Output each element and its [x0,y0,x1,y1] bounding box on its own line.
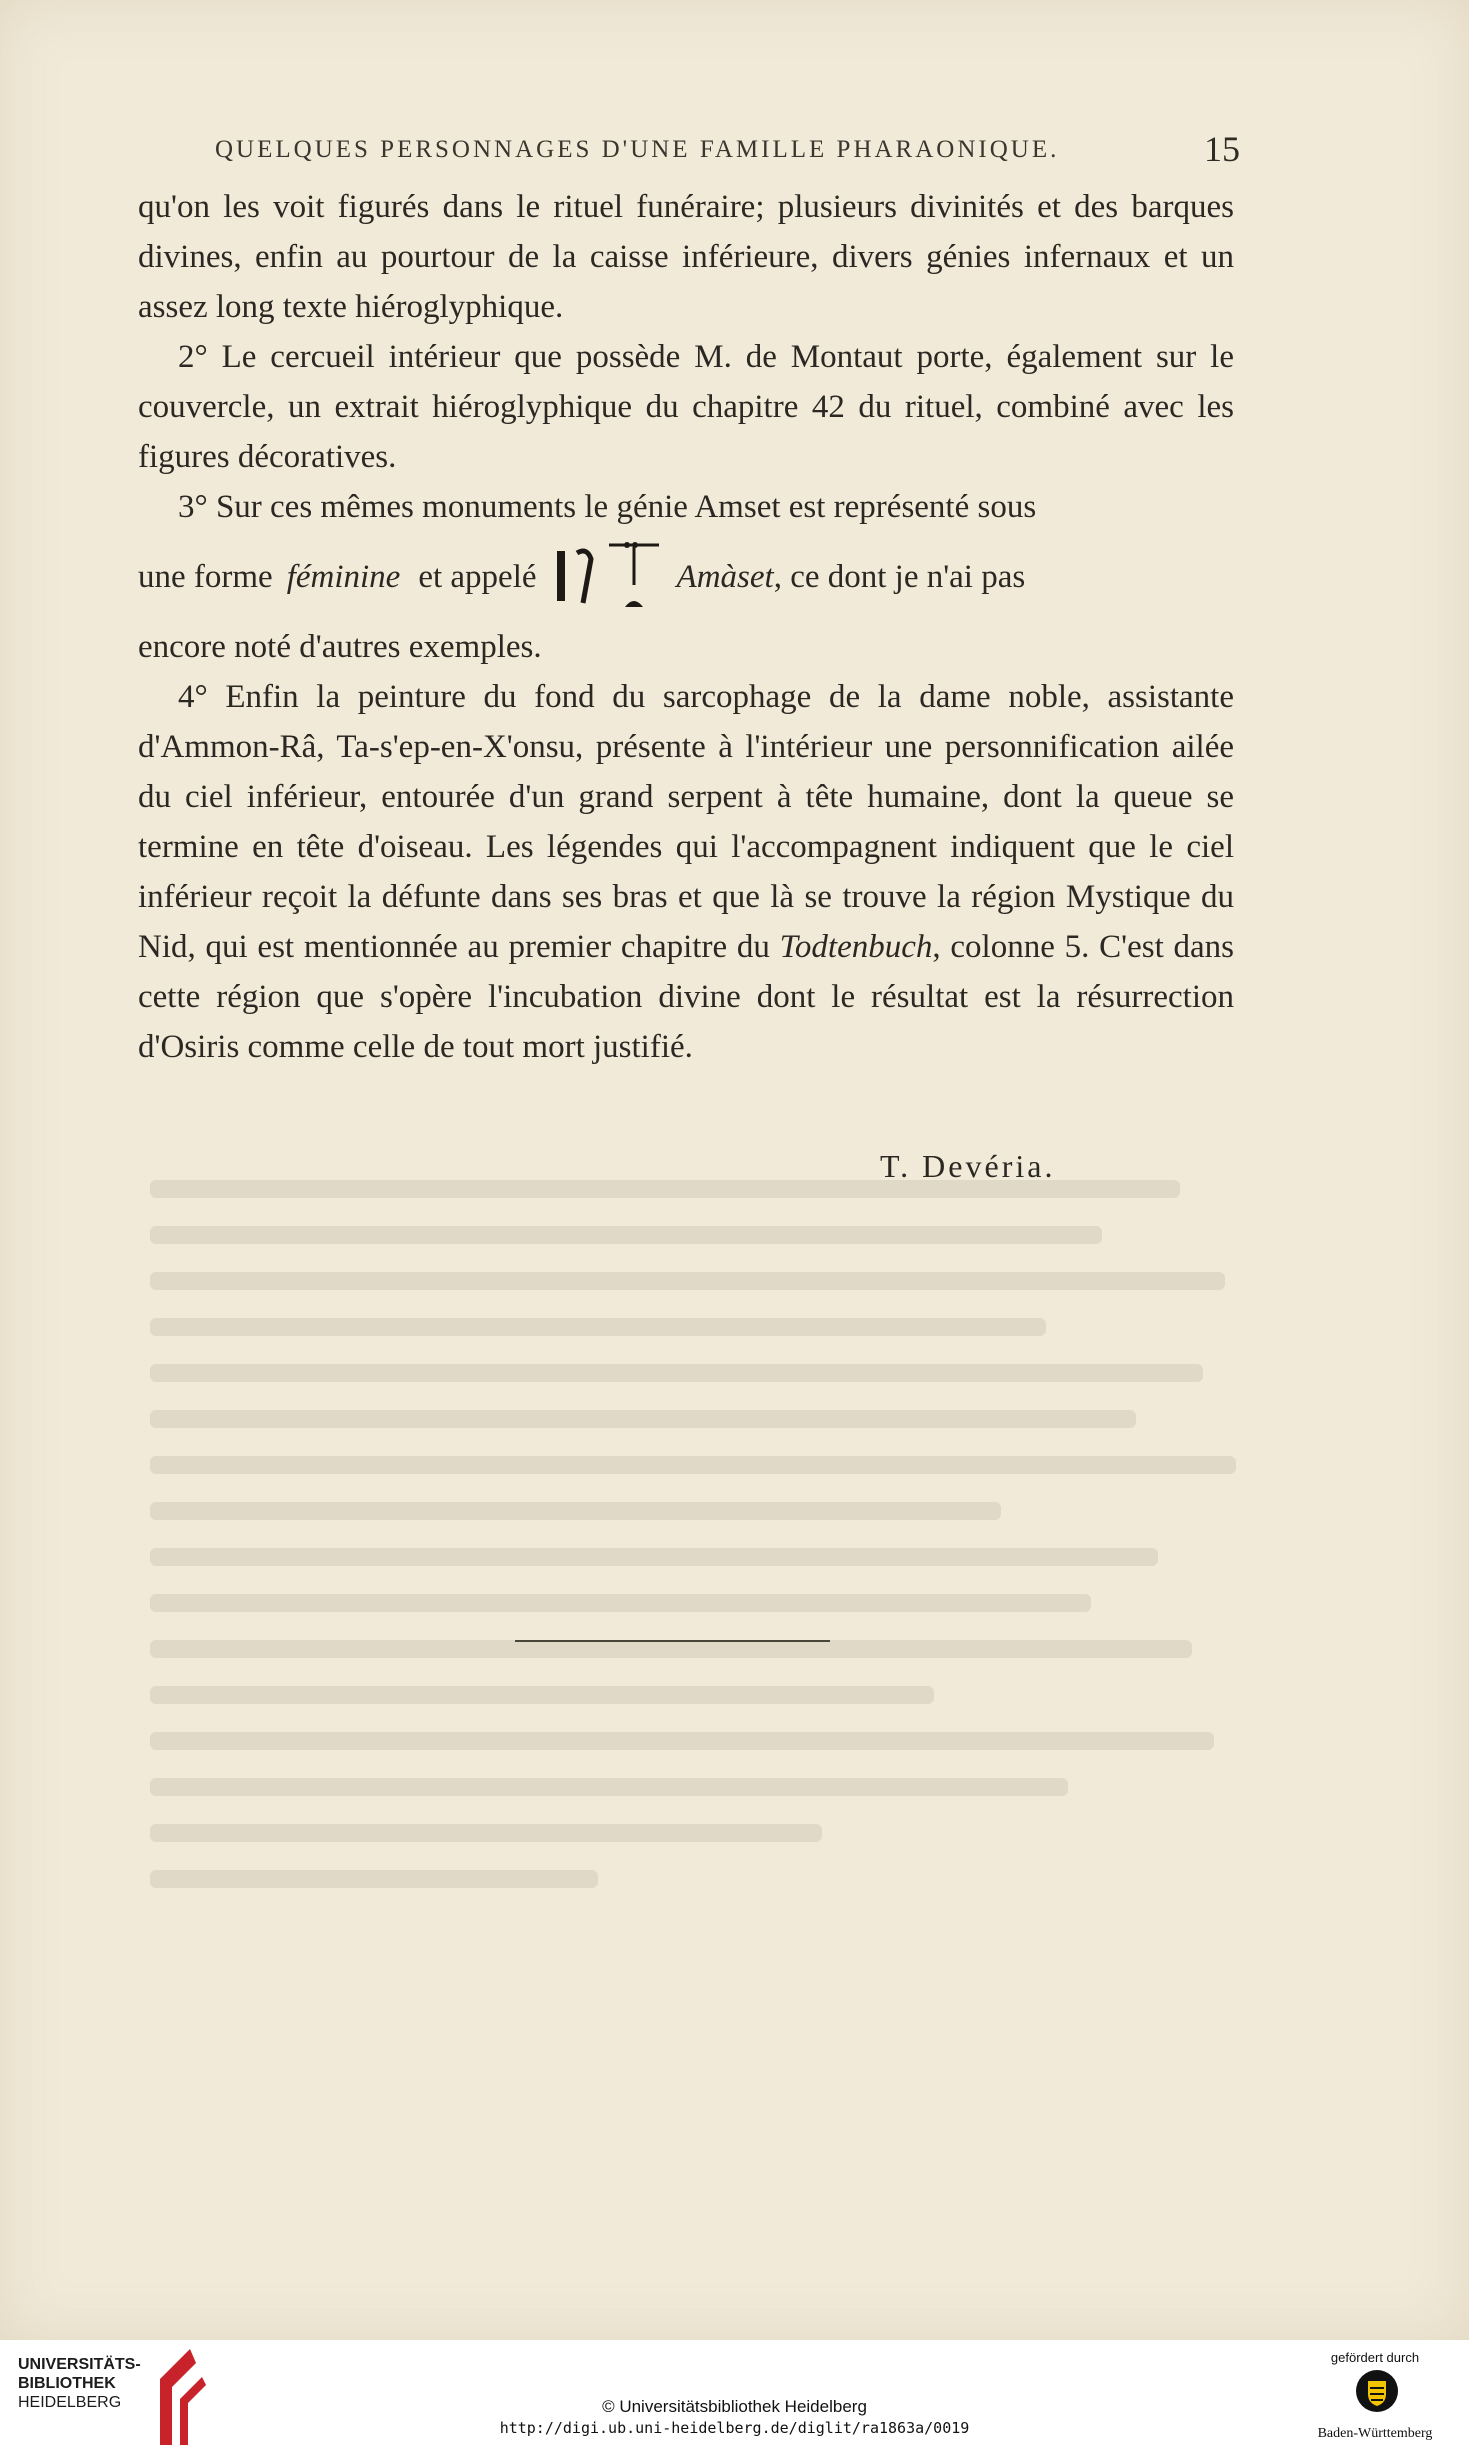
paragraph-4-text: 4° Enfin la peinture du fond du sarcophage de la dame noble, assistante d'Ammon-Râ, Ta-s'ep-en-X'onsu, présente à l'intérieur une personnification ailée du ciel inférieur, entourée d'un grand serpent à tête humaine, dont la queue se termine en tête d'oiseau. Les légendes qui l'accompagnent indiquent que le ciel inférieur reçoit la défunte dans ses bras et que là se trouve la région Mystique du Nid, qui est mentionnée au premier chapitre du [138,679,1234,965]
running-header [215,128,1240,178]
signature: T. Devéria. [880,1148,1056,1184]
library-line-3: HEIDELBERG [18,2394,122,2411]
paragraph-3-line-2 [138,532,1234,622]
library-line-2: BIBLIOTHEK [18,2375,116,2392]
sponsor-label: gefördert durch [1330,2350,1420,2365]
text-feminine: féminine [286,559,401,595]
horizontal-rule [515,1640,830,1642]
paragraph-3-line-3: encore noté d'autres exemples. [138,629,542,665]
text-todtenbuch: Todtenbuch [779,929,933,965]
text-amaset: Amàset [676,559,774,595]
paragraph-4-end: , colonne 5. C'est dans cette région que s'opère l'incubation divine dont le résultat est la résurrection d'Osiris comme celle de tout mort justifié. [138,929,1234,1065]
text-une-forme: une forme [138,559,273,595]
text-et-appele: et appelé [418,559,537,595]
paragraph-4 [138,672,1234,1072]
sponsor-name: Baden-Württemberg [1317,2426,1433,2441]
paragraph-3-line-1: 3° Sur ces mêmes monuments le génie Amset est représenté sous [178,489,1037,525]
text-ce-dont: , ce dont je n'ai pas [773,559,1026,595]
body-text [138,182,1234,1072]
paragraph-1: qu'on les voit figurés dans le rituel funéraire; plusieurs divinités et des barques divines, enfin au pourtour de la caisse inférieure, divers génies infernaux et un assez long texte hiéroglyphique. [138,189,1234,325]
source-url[interactable]: http://digi.ub.uni-heidelberg.de/diglit/ra1863a/0019 [499,2419,970,2437]
hieroglyph-icon [547,537,667,617]
crest-icon [1354,2368,1400,2414]
library-line-1: UNIVERSITÄTS- [18,2356,141,2373]
running-title: QUELQUES PERSONNAGES D'UNE FAMILLE PHARAONIQUE. [215,136,1060,163]
bleed-through-text [150,1180,1270,1960]
page-number: 15 [1204,129,1240,169]
paragraph-2: 2° Le cercueil intérieur que possède M. de Montaut porte, également sur le couvercle, un extrait hiéroglyphique du chapitre 42 du rituel, combiné avec les figures décoratives. [138,339,1234,475]
copyright-text: © Universitätsbibliothek Heidelberg [602,2397,867,2416]
